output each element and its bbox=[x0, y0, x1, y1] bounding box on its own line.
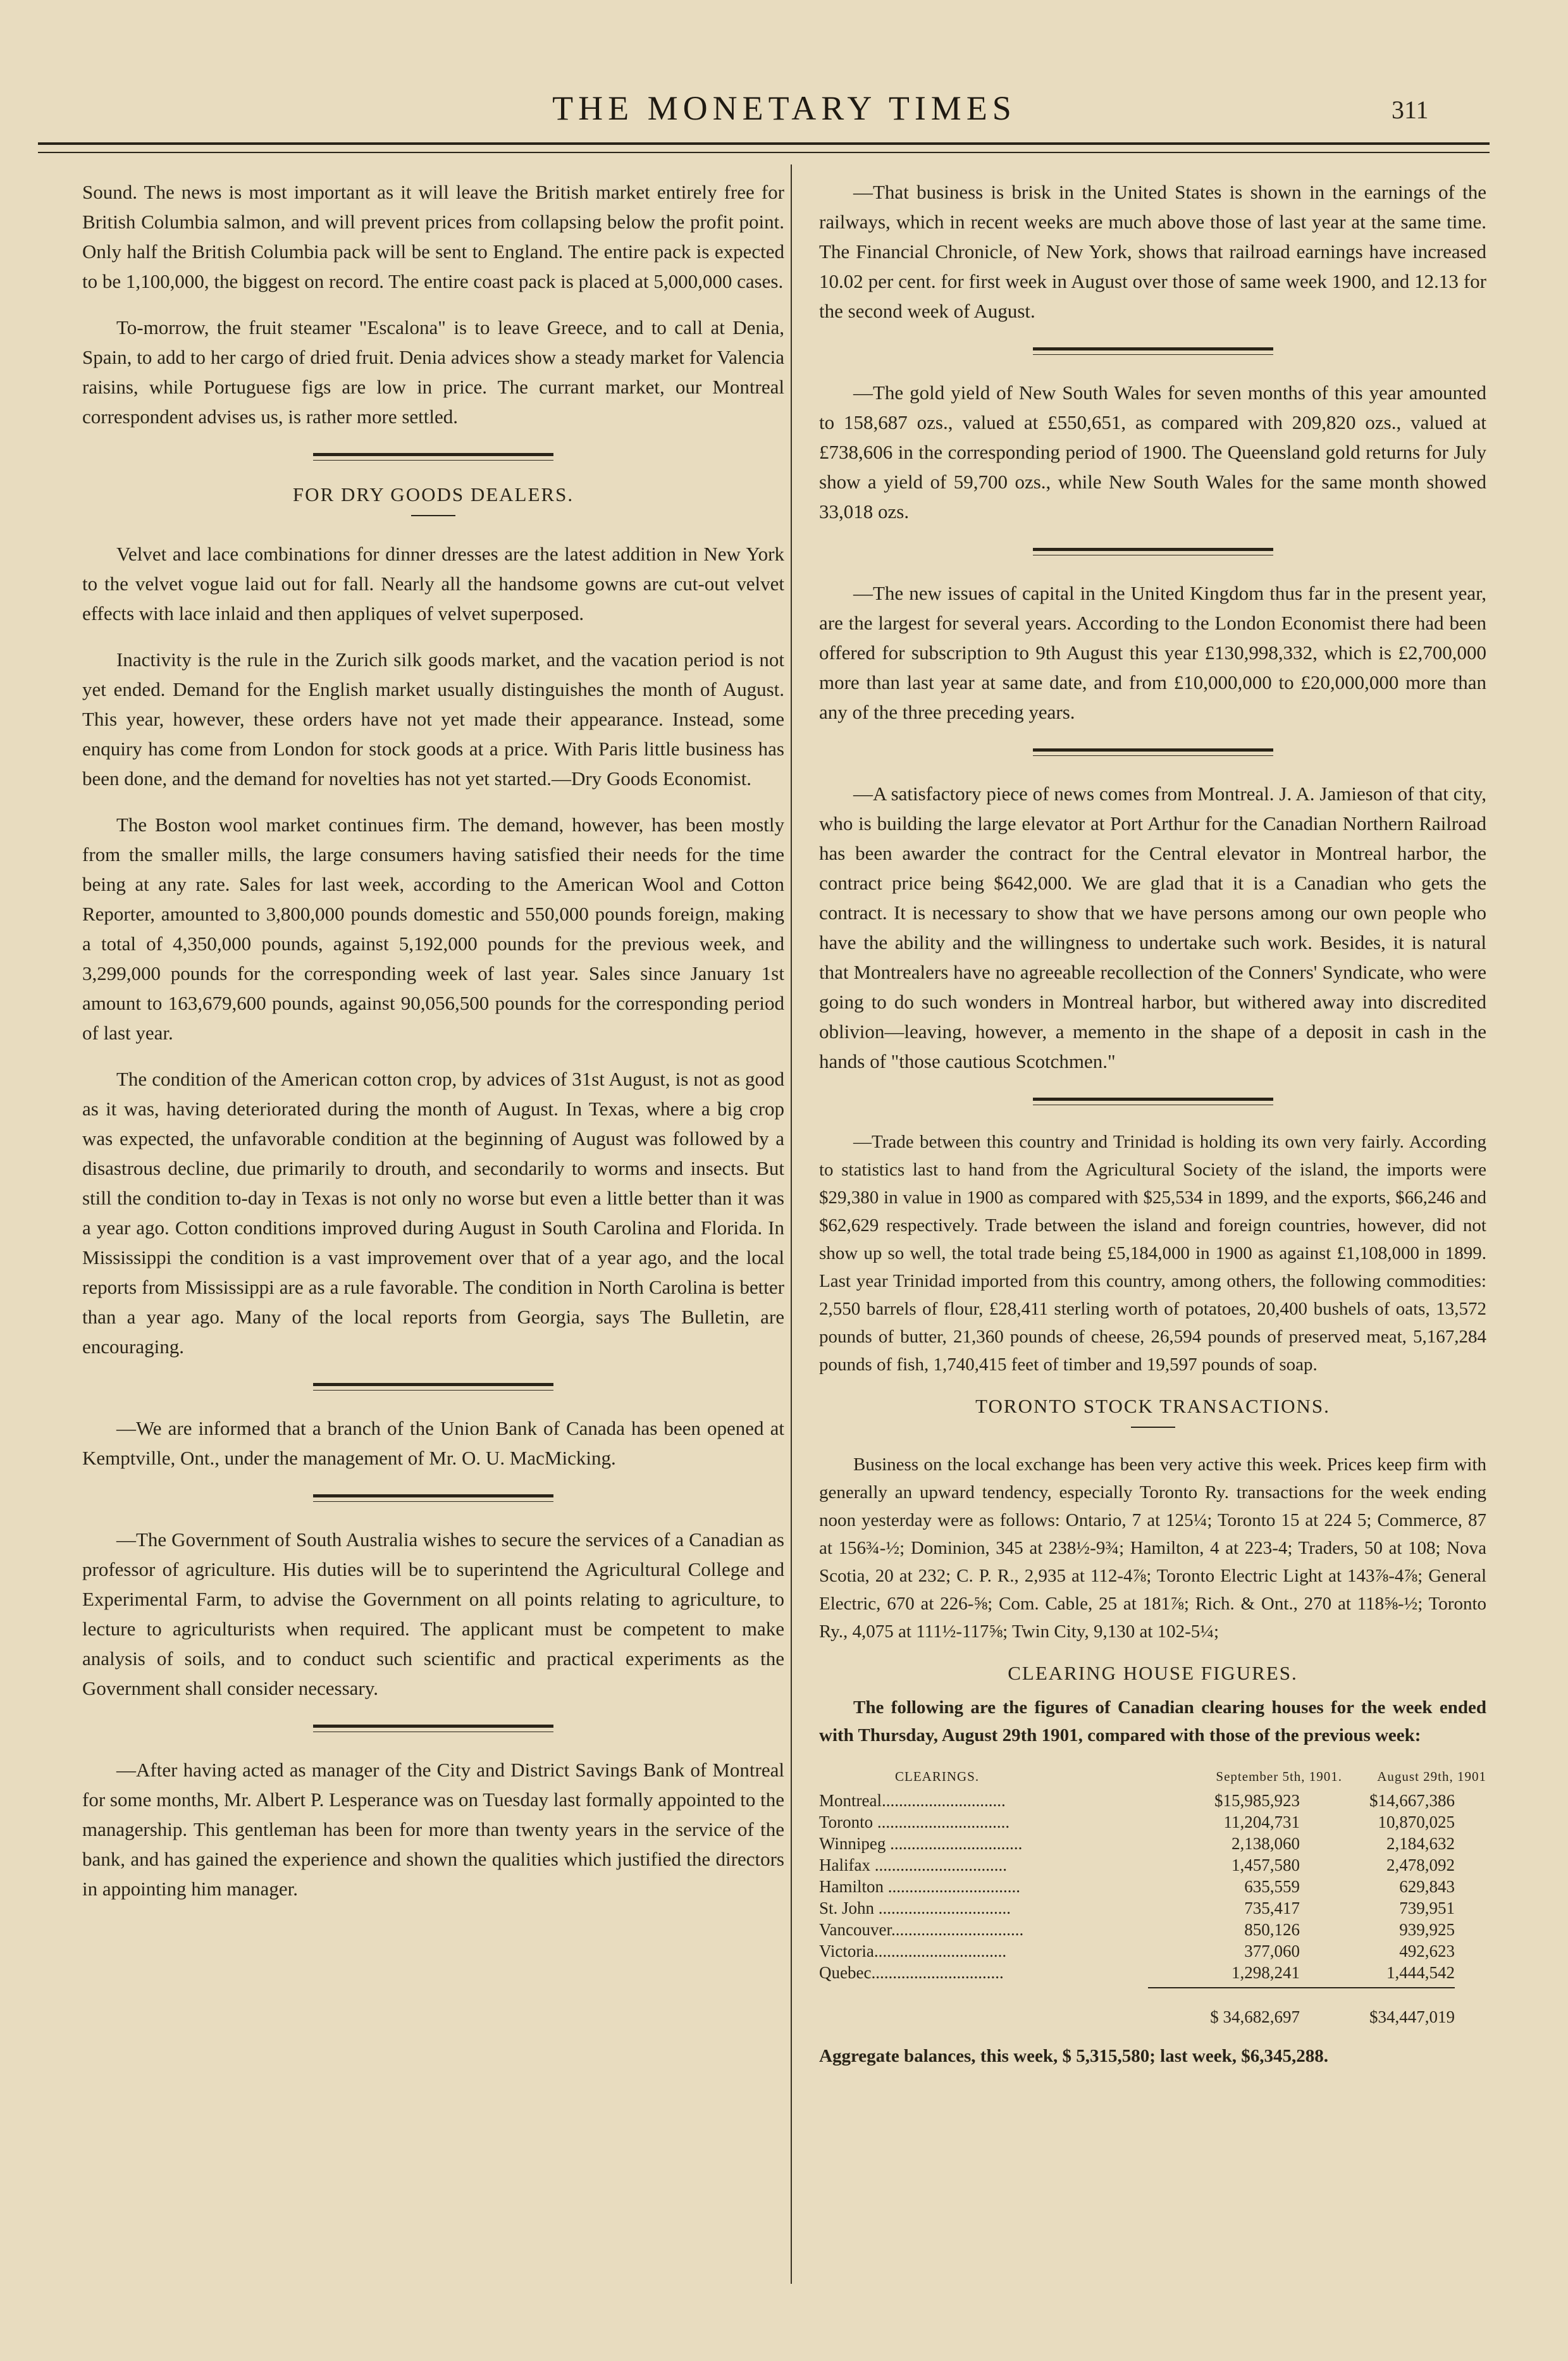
section-divider bbox=[1033, 1098, 1273, 1105]
section-divider bbox=[313, 1383, 553, 1391]
value-aug-29: $14,667,386 bbox=[1369, 1791, 1455, 1810]
section-heading-dry-goods: FOR DRY GOODS DEALERS. bbox=[292, 483, 574, 505]
section-heading-clearing: CLEARING HOUSE FIGURES. bbox=[1008, 1662, 1298, 1684]
value-sept-5: 2,138,060 bbox=[1232, 1834, 1300, 1853]
value-aug-29: 2,478,092 bbox=[1386, 1856, 1455, 1875]
section-divider bbox=[313, 453, 553, 461]
article-paragraph: —The Government of South Australia wishes to secure the services of a Canadian as professor of agriculture. His duties will be to superintend the Agricultural College and Experimental Farm, to advise the Government on all points relating to agriculture, to lecture to agriculturists when required. The applicant must be competent to make analysis of soils, and to conduct such scientific and practical experiments as the Government shall consider necessary. bbox=[82, 1528, 784, 1699]
article-paragraph: The Boston wool market continues firm. The demand, however, has been mostly from the smaller mills, the large consumers having satisfied their needs for the time being at any rate. Sales for last week, according to the American Wool and Cotton Reporter, amounted to 3,800,000 pounds domestic and 550,000 pounds foreign, making a total of 4,350,000 pounds, against 5,192,000 pounds for the previous week, and 3,299,000 pounds for the corresponding week of last year. Sales since January 1st amount to 163,679,600 pounds, against 90,056,500 pounds for the corresponding period of last year. bbox=[82, 814, 784, 1044]
article-paragraph: —We are informed that a branch of the Union Bank of Canada has been opened at Kemptville, Ont., under the management of Mr. O. U. MacMicking. bbox=[82, 1417, 784, 1469]
section-divider bbox=[313, 1725, 553, 1732]
city-name: Quebec............................... bbox=[819, 1963, 1004, 1982]
table-row bbox=[819, 1833, 1486, 1854]
total-a: $ 34,682,697 bbox=[1210, 2007, 1300, 2026]
table-total-row bbox=[819, 2006, 1486, 2028]
city-name: St. John ............................... bbox=[819, 1899, 1011, 1918]
city-name: Victoria............................... bbox=[819, 1942, 1007, 1961]
table-row bbox=[819, 1919, 1486, 1940]
city-name: Winnipeg ............................... bbox=[819, 1834, 1023, 1853]
col-header-a: September 5th, 1901. bbox=[1216, 1769, 1343, 1784]
table-row bbox=[819, 1811, 1486, 1833]
table-row bbox=[819, 1854, 1486, 1876]
value-aug-29: 939,925 bbox=[1399, 1920, 1455, 1939]
total-b: $34,447,019 bbox=[1369, 2007, 1455, 2026]
masthead-title: THE MONETARY TIMES bbox=[552, 89, 1016, 127]
right-column bbox=[819, 177, 1486, 2088]
section-divider bbox=[1033, 548, 1273, 555]
city-name: Toronto ............................... bbox=[819, 1813, 1010, 1831]
city-name: Halifax ............................... bbox=[819, 1856, 1007, 1875]
value-aug-29: 629,843 bbox=[1399, 1877, 1455, 1896]
value-aug-29: 739,951 bbox=[1399, 1899, 1455, 1918]
total-rule-a bbox=[1148, 1987, 1300, 1988]
section-divider bbox=[1033, 748, 1273, 756]
aggregate-balances: Aggregate balances, this week, $ 5,315,580; last week, $6,345,288. bbox=[819, 2046, 1328, 2066]
article-paragraph: The condition of the American cotton crop, by advices of 31st August, is not as good as it was, having deteriorated during the month of August. In Texas, where a big crop was expected, the unfavorable condition at the beginning of August was followed by a disastrous decline, due primarily to drouth, and secondarily to worms and insects. But still the condition to-day in Texas is not only no worse but even a little better than it was a year ago. Cotton conditions improved during August in South Carolina and Florida. In Mississippi the condition is a vast improvement over that of a year ago, and the local reports from Mississippi are as a rule favorable. The condition in North Carolina is better than a year ago. Many of the local reports from Georgia, says The Bulletin, are encouraging. bbox=[82, 1068, 784, 1358]
value-sept-5: $15,985,923 bbox=[1214, 1791, 1300, 1810]
city-name: Montreal............................. bbox=[819, 1791, 1006, 1810]
article-paragraph: Velvet and lace combinations for dinner dresses are the latest addition in New York to the velvet vogue laid out for fall. Nearly all the handsome gowns are cut-out velvet effects with lace inlaid and then appliques of velvet superposed. bbox=[82, 543, 784, 624]
value-sept-5: 735,417 bbox=[1244, 1899, 1300, 1918]
table-row bbox=[819, 1940, 1486, 1962]
value-sept-5: 1,298,241 bbox=[1232, 1963, 1300, 1982]
value-sept-5: 11,204,731 bbox=[1223, 1813, 1300, 1831]
table-row bbox=[819, 1962, 1486, 1983]
value-sept-5: 850,126 bbox=[1244, 1920, 1300, 1939]
table-row bbox=[819, 1876, 1486, 1897]
table-header bbox=[819, 1766, 1486, 1787]
col-label: CLEARINGS. bbox=[895, 1769, 980, 1784]
article-paragraph: —The gold yield of New South Wales for seven months of this year amounted to 158,687 ozs., valued at £550,651, as compared with 209,820 ozs., valued at £738,606 in the corresponding period of 1900. The Queensland gold returns for July show a yield of 59,700 ozs., while New South Wales for the same month showed 33,018 ozs. bbox=[819, 381, 1486, 523]
article-paragraph: Business on the local exchange has been very active this week. Prices keep firm with generally an upward tendency, especially Toronto Ry. transactions for the week ending noon yesterday were as follows: Ontario, 7 at 125¼; Toronto 15 at 224 5; Commerce, 87 at 156¾-½; Dominion, 345 at 238½-9¾; Hamilton, 4 at 223-4; Traders, 50 at 108; Nova Scotia, 20 at 232; C. P. R., 2,935 at 112-4⅞; Toronto Electric Light at 143⅞-4⅞; General Electric, 670 at 226-⅝; Com. Cable, 25 at 181⅞; Rich. & Ont., 270 at 118⅝-½; Toronto Ry., 4,075 at 111½-117⅝; Twin City, 9,130 at 102-5¼; bbox=[819, 1454, 1486, 1642]
value-aug-29: 10,870,025 bbox=[1378, 1813, 1455, 1831]
article-paragraph: —Trade between this country and Trinidad is holding its own very fairly. According to statistics last to hand from the Agricultural Society of the island, the imports were $29,380 in value in 1900 as compared with $25,534 in 1899, and the exports, $66,246 and $62,629 respectively. Trade between the island and foreign countries, however, did not show up so well, the total trade being £5,184,000 in 1900 as against £1,108,000 in 1899. Last year Trinidad imported from this country, among others, the following commodities: 2,550 barrels of flour, £28,411 sterling worth of potatoes, 20,400 bushels of oats, 13,572 pounds of butter, 21,360 pounds of cheese, 26,594 pounds of preserved meat, 5,167,284 pounds of fish, 1,740,415 feet of timber and 19,597 pounds of soap. bbox=[819, 1132, 1486, 1375]
table-row bbox=[819, 1790, 1486, 1811]
article-paragraph: To-morrow, the fruit steamer "Escalona" is to leave Greece, and to call at Denia, Spain, to add to her cargo of dried fruit. Denia advices show a steady market for Valencia raisins, while Portuguese figs are low in price. The currant market, our Montreal correspondent advises us, is rather more settled. bbox=[82, 316, 784, 428]
heading-rule bbox=[411, 515, 455, 516]
value-aug-29: 1,444,542 bbox=[1386, 1963, 1455, 1982]
column-divider bbox=[791, 164, 792, 2284]
value-aug-29: 492,623 bbox=[1399, 1942, 1455, 1961]
article-paragraph: —After having acted as manager of the City and District Savings Bank of Montreal for some months, Mr. Albert P. Lesperance was on Tuesday last formally appointed to the managership. This gentleman has been for more than twenty years in the service of the bank, and has gained the experience and shown the qualities which justified the directors in appointing him manager. bbox=[82, 1759, 784, 1900]
left-column bbox=[82, 177, 784, 1920]
section-divider bbox=[1033, 347, 1273, 355]
table-row bbox=[819, 1897, 1486, 1919]
article-paragraph: Inactivity is the rule in the Zurich silk goods market, and the vacation period is not yet ended. Demand for the English market usually distinguishes the month of August. This year, however, these orders have not yet made their appearance. Instead, some enquiry has come from London for stock goods at a price. With Paris little business has been done, and the demand for novelties has not yet started.—Dry Goods Economist. bbox=[82, 648, 784, 790]
table-body bbox=[819, 1790, 1486, 1983]
col-header-b: August 29th, 1901 bbox=[1377, 1769, 1486, 1784]
page-number: 311 bbox=[1392, 96, 1429, 124]
clearing-intro: The following are the figures of Canadian clearing houses for the week ended with Thursday, August 29th 1901, compared with those of the previous week: bbox=[819, 1697, 1486, 1745]
section-divider bbox=[313, 1494, 553, 1502]
article-paragraph: —That business is brisk in the United States is shown in the earnings of the railways, which in recent weeks are much above those of last year at the same time. The Financial Chronicle, of New York, shows that railroad earnings have increased 10.02 per cent. for first week in August over those of same week 1900, and 12.13 for the second week of August. bbox=[819, 181, 1486, 322]
city-name: Hamilton ............................... bbox=[819, 1877, 1020, 1896]
value-aug-29: 2,184,632 bbox=[1386, 1834, 1455, 1853]
header-rule bbox=[38, 142, 1490, 145]
article-paragraph: —The new issues of capital in the United Kingdom thus far in the present year, are the largest for several years. According to the London Economist there had been offered for subscription to 9th August this year £130,998,332, which is £2,700,000 more than last year at same date, and from £10,000,000 to £20,000,000 more than any of the three preceding years. bbox=[819, 582, 1486, 723]
city-name: Vancouver............................... bbox=[819, 1920, 1024, 1939]
value-sept-5: 377,060 bbox=[1244, 1942, 1300, 1961]
heading-rule bbox=[1131, 1427, 1175, 1428]
section-heading-stock: TORONTO STOCK TRANSACTIONS. bbox=[975, 1395, 1330, 1417]
value-sept-5: 635,559 bbox=[1244, 1877, 1300, 1896]
value-sept-5: 1,457,580 bbox=[1232, 1856, 1300, 1875]
article-paragraph: —A satisfactory piece of news comes from Montreal. J. A. Jamieson of that city, who is building the large elevator at Port Arthur for the Canadian Northern Railroad has been awarder the contract for the Central elevator in Montreal harbor, the contract price being $642,000. We are glad that it is a Canadian who gets the contract. It is necessary to show that we have persons among our own people who have the ability and the willingness to undertake such work. Besides, it is natural that Montrealers have no agreeable recollection of the Conners' Syndicate, who were going to do such wonders in Montreal harbor, but withered away into discredited oblivion—leaving, however, a memento in the shape of a deposit in cash in the hands of "those cautious Scotchmen." bbox=[819, 783, 1486, 1072]
total-rule-b bbox=[1300, 1987, 1455, 1988]
clearing-table bbox=[819, 1766, 1486, 2028]
article-paragraph: Sound. The news is most important as it will leave the British market entirely free for British Columbia salmon, and will prevent prices from collapsing below the profit point. Only half the British Columbia pack will be sent to England. The entire pack is expected to be 1,100,000, the biggest on record. The entire coast pack is placed at 5,000,000 cases. bbox=[82, 181, 784, 292]
header-rule-thin bbox=[38, 152, 1490, 153]
